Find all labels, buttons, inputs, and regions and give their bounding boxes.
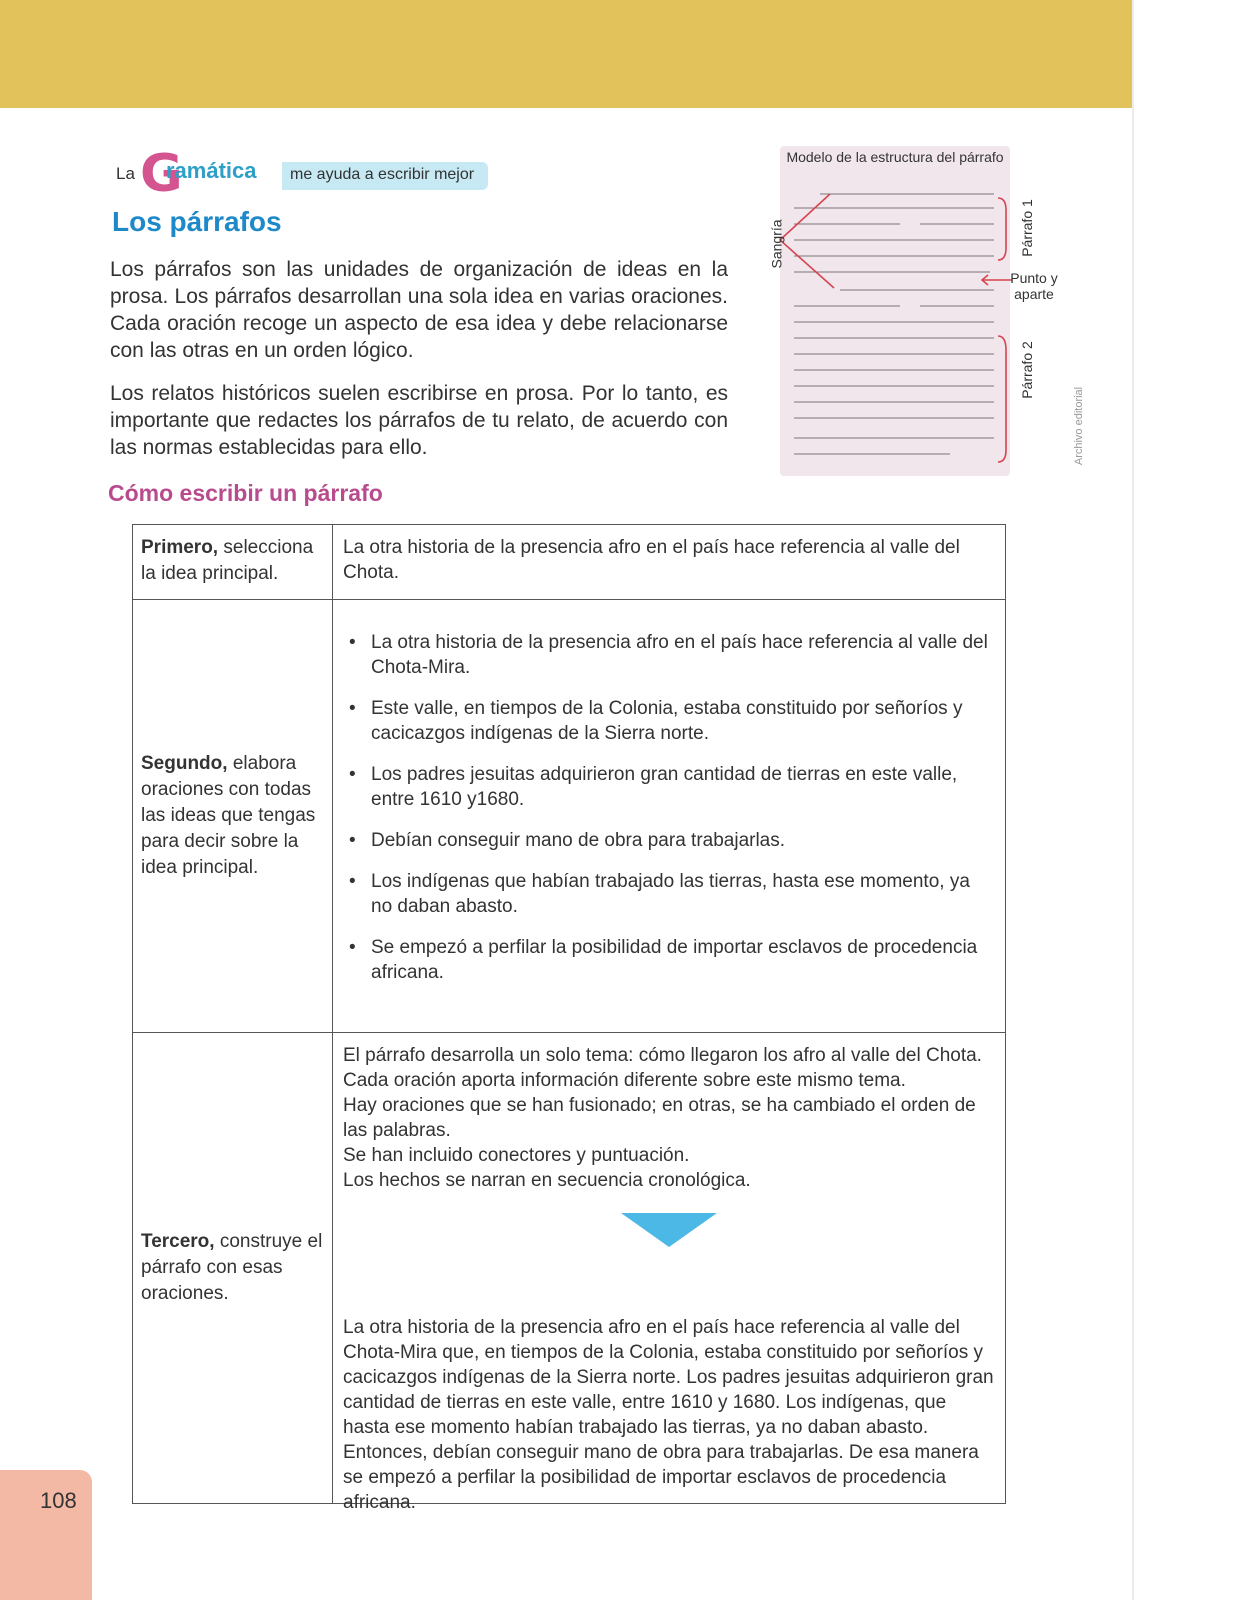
intro-paragraph-1: Los párrafos son las unidades de organización de ideas en la prosa. Los párrafos desarrollan una sola idea en varias oraciones. Cada oración recoge un aspecto de esa idea y debe relacionarse con las otras en un orden lógico.	[110, 258, 728, 362]
intro-paragraph-2: Los relatos históricos suelen escribirse en prosa. Por lo tanto, es importante que redactes los párrafos de tu relato, de acuerdo con las normas establecidas para ello.	[110, 382, 728, 459]
step-label-rest: selecciona la idea principal.	[141, 537, 314, 584]
step-content-cell	[333, 1033, 1005, 1513]
ribbon-gramatica: ramática	[166, 158, 257, 183]
top-color-band	[0, 0, 1132, 108]
step-label	[141, 1229, 324, 1307]
table-row	[133, 1032, 1005, 1513]
sentence-list	[343, 630, 995, 985]
explanation-line: El párrafo desarrolla un solo tema: cómo llegaron los afro al valle del Chota.	[343, 1045, 982, 1066]
image-credit: Archivo editorial	[1073, 386, 1086, 466]
list-item: • Los padres jesuitas adquirieron gran cantidad de tierras en este valle, entre 1610 y1680.	[361, 762, 995, 812]
list-item: • Se empezó a perfilar la posibilidad de importar esclavos de procedencia africana.	[361, 935, 995, 985]
ribbon-g-letter: G	[140, 144, 183, 204]
step-label-bold: Primero,	[141, 537, 219, 558]
paragraph-structure-diagram	[760, 140, 1100, 480]
arrow-down-icon	[621, 1213, 717, 1247]
explanation-line: Los hechos se narran en secuencia cronológica.	[343, 1170, 751, 1191]
diagram-lines	[760, 140, 1100, 480]
diagram-label-parrafo-2: Párrafo 2	[1018, 341, 1035, 399]
list-item: • La otra historia de la presencia afro en el país hace referencia al valle del Chota-Mira.	[361, 630, 995, 680]
step-label-cell	[133, 1033, 333, 1503]
step-label-cell	[133, 600, 333, 1032]
step-label-bold: Segundo,	[141, 753, 228, 774]
step-label-rest: construye el párrafo con esas oraciones.	[141, 1231, 323, 1304]
step-label-rest: elabora oraciones con todas las ideas que tengas para decir sobre la idea principal.	[141, 753, 316, 878]
table-row	[133, 525, 1005, 599]
section-title: Los párrafos	[112, 206, 282, 237]
step-content-cell	[333, 600, 1005, 1032]
diagram-label-punto-y-aparte: Punto y aparte	[1010, 270, 1058, 302]
final-paragraph: La otra historia de la presencia afro en el país hace referencia al valle del Chota-Mira que, en tiempos de la Colonia, estaba constituido por señoríos y cacicazgos indígenas de la Sierra norte. Los padres jesuitas adquirieron gran cantidad de tierras en este valle, entre 1610 y 1680. Los indígenas, que hasta ese momento habían trabajado las tierras, ya no daban abasto. Entonces, debían conseguir mano de obra para trabajarlas. De esa manera se empezó a perfilar la posibilidad de importar esclavos de procedencia africana.	[343, 1317, 994, 1513]
subheading: Cómo escribir un párrafo	[108, 480, 383, 506]
steps-table	[132, 524, 1006, 1513]
section-ribbon	[108, 144, 492, 204]
step-content-cell	[333, 525, 1005, 599]
page-edge	[1132, 0, 1134, 1600]
step-label	[141, 751, 324, 881]
explanation-line: Se han incluido conectores y puntuación.	[343, 1145, 690, 1166]
explanation-line: Cada oración aporta información diferente sobre este mismo tema.	[343, 1070, 906, 1091]
list-item: • Los indígenas que habían trabajado las tierras, hasta ese momento, ya no daban abasto.	[361, 869, 995, 919]
step-label	[141, 535, 324, 587]
diagram-label-sangria: Sangría	[768, 219, 785, 269]
diagram-title: Modelo de la estructura del párrafo	[786, 149, 1004, 165]
table-row	[133, 599, 1005, 1032]
explanation-block	[343, 1043, 995, 1193]
ribbon-tagline: me ayuda a escribir mejor	[282, 162, 488, 190]
explanation-line: Hay oraciones que se han fusionado; en otras, se ha cambiado el orden de las palabras.	[343, 1095, 976, 1141]
step-label-bold: Tercero,	[141, 1231, 215, 1252]
page-number-tab	[0, 1470, 92, 1600]
step-label-cell	[133, 525, 333, 599]
diagram-label-parrafo-1: Párrafo 1	[1018, 199, 1035, 257]
ribbon-la: La	[116, 164, 135, 183]
list-item: • Este valle, en tiempos de la Colonia, estaba constituido por señoríos y cacicazgos indígenas de la Sierra norte.	[361, 696, 995, 746]
page-number: 108	[40, 1488, 77, 1513]
main-idea-text: La otra historia de la presencia afro en el país hace referencia al valle del Chota.	[343, 537, 960, 583]
list-item: • Debían conseguir mano de obra para trabajarlas.	[361, 828, 995, 853]
